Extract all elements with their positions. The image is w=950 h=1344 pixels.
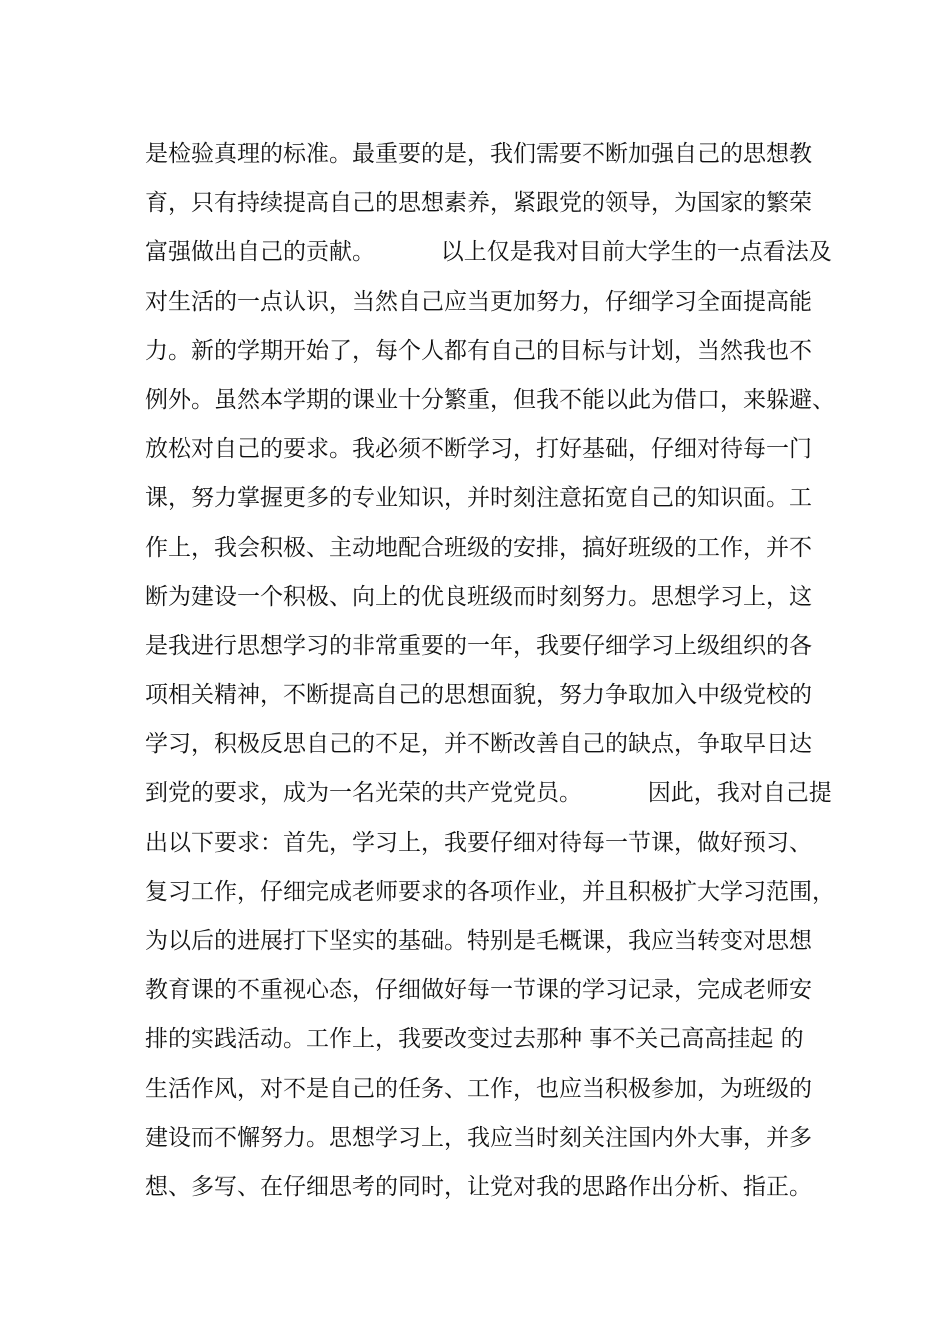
text-line: 育，只有持续提高自己的思想素养，紧跟党的领导，为国家的繁荣 bbox=[145, 190, 812, 217]
text-line: 放松对自己的要求。我必须不断学习，打好基础，仔细对待每一门 bbox=[145, 436, 812, 463]
text-line: 建设而不懈努力。思想学习上，我应当时刻关注国内外大事，并多 bbox=[145, 1124, 812, 1151]
text-line: 是检验真理的标准。最重要的是，我们需要不断加强自己的思想教 bbox=[145, 141, 812, 167]
text-line: 例外。虽然本学期的课业十分繁重，但我不能以此为借口，来躲避、 bbox=[145, 386, 835, 413]
text-line: 为以后的进展打下坚实的基础。特别是毛概课，我应当转变对思想 bbox=[145, 928, 812, 954]
text-line: 学习，积极反思自己的不足，并不断改善自己的缺点，争取早日达 bbox=[145, 731, 812, 758]
text-line: 复习工作，仔细完成老师要求的各项作业，并且积极扩大学习范围， bbox=[145, 878, 835, 905]
text-line: 项相关精神，不断提高自己的思想面貌，努力争取加入中级党校的 bbox=[145, 682, 812, 709]
text-line: 到党的要求，成为一名光荣的共产党党员。 因此，我对自己提 bbox=[145, 780, 832, 807]
text-line: 富强做出自己的贡献。 以上仅是我对目前大学生的一点看法及 bbox=[145, 239, 832, 266]
text-line: 课，努力掌握更多的专业知识，并时刻注意拓宽自己的知识面。工 bbox=[145, 485, 812, 512]
text-line: 教育课的不重视心态，仔细做好每一节课的学习记录，完成老师安 bbox=[145, 977, 812, 1004]
text-line: 力。新的学期开始了，每个人都有自己的目标与计划，当然我也不 bbox=[145, 337, 812, 364]
text-line: 排的实践活动。工作上，我要改变过去那种 事不关己高高挂起 的 bbox=[145, 1026, 804, 1053]
body-text bbox=[145, 130, 845, 1212]
text-line: 出以下要求：首先，学习上，我要仔细对待每一节课，做好预习、 bbox=[145, 829, 812, 856]
text-line: 想、多写、在仔细思考的同时，让党对我的思路作出分析、指正。 bbox=[145, 1173, 812, 1200]
text-line: 断为建设一个积极、向上的优良班级而时刻努力。思想学习上，这 bbox=[145, 583, 812, 610]
text-line: 对生活的一点认识，当然自己应当更加努力，仔细学习全面提高能 bbox=[145, 288, 812, 315]
text-line: 是我进行思想学习的非常重要的一年，我要仔细学习上级组织的各 bbox=[145, 632, 812, 659]
text-line: 生活作风，对不是自己的任务、工作，也应当积极参加，为班级的 bbox=[145, 1075, 812, 1102]
text-line: 作上，我会积极、主动地配合班级的安排，搞好班级的工作，并不 bbox=[145, 534, 812, 561]
